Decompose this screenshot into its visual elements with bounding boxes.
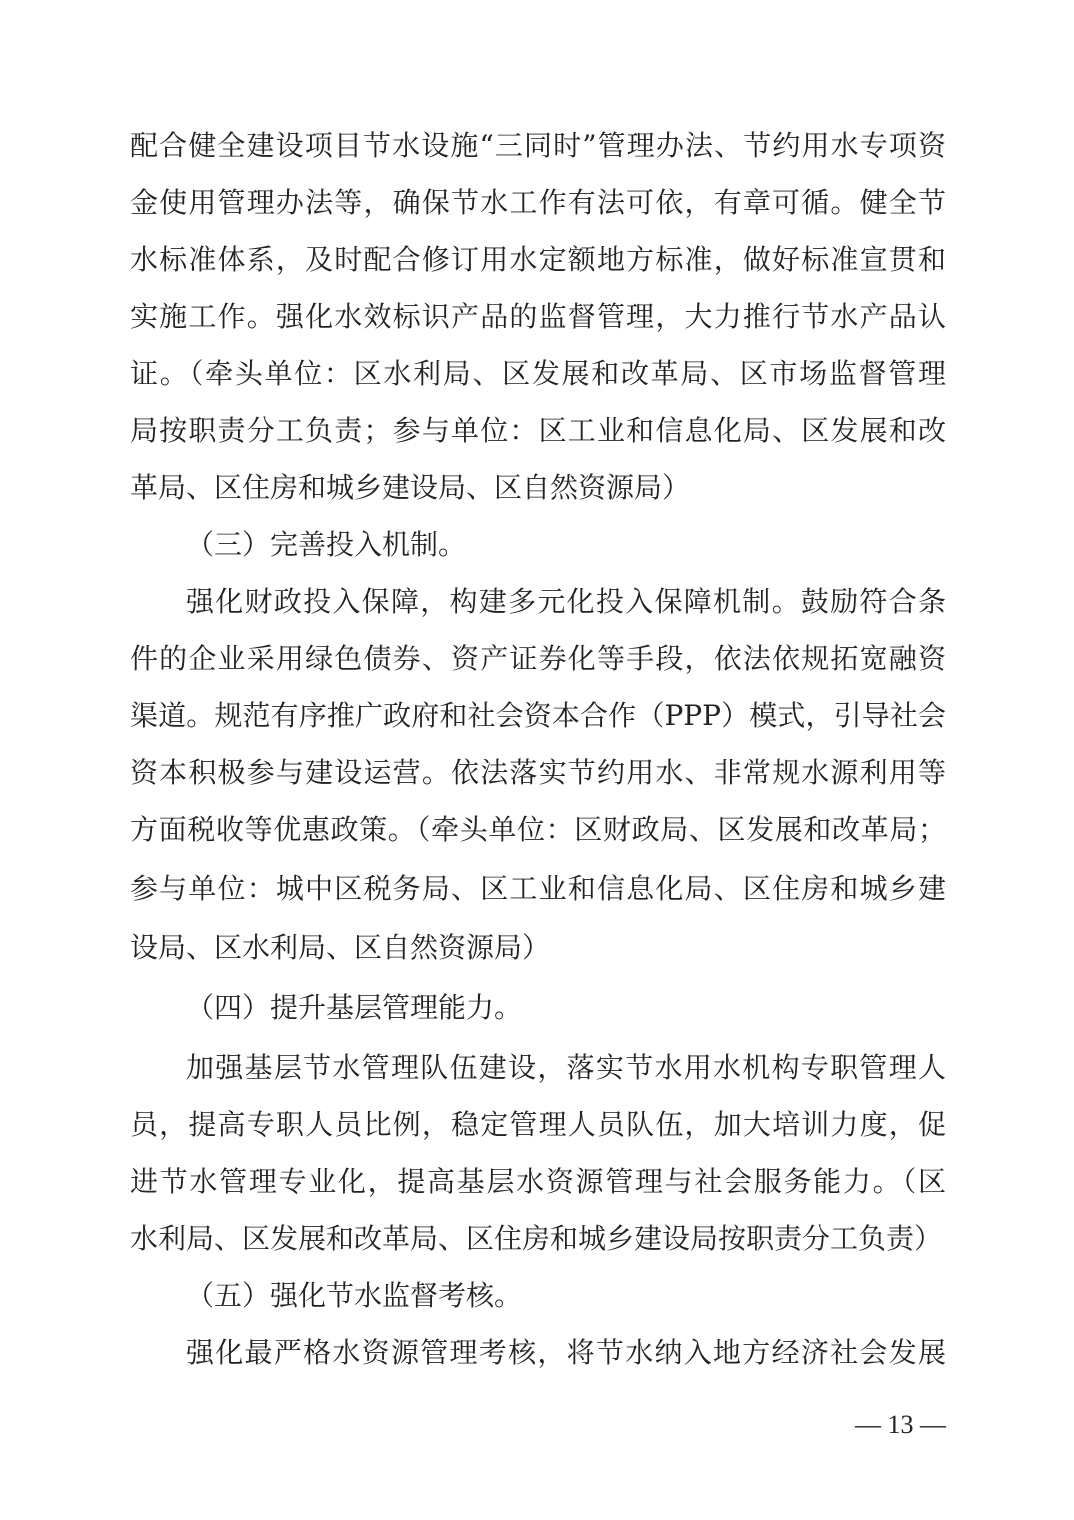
page-number: — 13 — (855, 1410, 946, 1439)
text-line: 员，提高专职人员比例，稳定管理人员队伍，加大培训力度，促 (130, 1108, 946, 1141)
text-line: 件的企业采用绿色债券、资产证券化等手段，依法依规拓宽融资 (130, 642, 946, 675)
section-heading: （四）提升基层管理能力。 (186, 991, 523, 1024)
text-line: 局按职责分工负责；参与单位：区工业和信息化局、区发展和改 (130, 414, 946, 447)
section-heading: （三）完善投入机制。 (186, 528, 467, 561)
text-line: 参与单位：城中区税务局、区工业和信息化局、区住房和城乡建 (130, 872, 946, 905)
text-line: 渠道。规范有序推广政府和社会资本合作（PPP）模式，引导社会 (130, 699, 946, 732)
section-heading: （五）强化节水监督考核。 (186, 1279, 523, 1312)
text-line: 进节水管理专业化，提高基层水资源管理与社会服务能力。（区 (130, 1165, 946, 1198)
text-line: 强化财政投入保障，构建多元化投入保障机制。鼓励符合条 (186, 585, 946, 618)
text-line: 设局、区水利局、区自然资源局） (130, 931, 551, 964)
text-line: 革局、区住房和城乡建设局、区自然资源局） (130, 471, 691, 504)
text-line: 水利局、区发展和改革局、区住房和城乡建设局按职责分工负责） (130, 1222, 943, 1255)
text-line: 方面税收等优惠政策。（牵头单位：区财政局、区发展和改革局； (130, 813, 946, 846)
text-line: 配合健全建设项目节水设施“三同时”管理办法、节约用水专项资 (130, 129, 946, 162)
text-line: 强化最严格水资源管理考核，将节水纳入地方经济社会发展 (186, 1336, 946, 1369)
text-line: 水标准体系，及时配合修订用水定额地方标准，做好标准宣贯和 (130, 243, 946, 276)
text-line: 实施工作。强化水效标识产品的监督管理，大力推行节水产品认 (130, 300, 946, 333)
text-line: 金使用管理办法等，确保节水工作有法可依，有章可循。健全节 (130, 186, 946, 219)
text-line: 加强基层节水管理队伍建设，落实节水用水机构专职管理人 (186, 1051, 946, 1084)
text-line: 资本积极参与建设运营。依法落实节约用水、非常规水源利用等 (130, 756, 946, 789)
text-line: 证。（牵头单位：区水利局、区发展和改革局、区市场监督管理 (130, 357, 946, 390)
